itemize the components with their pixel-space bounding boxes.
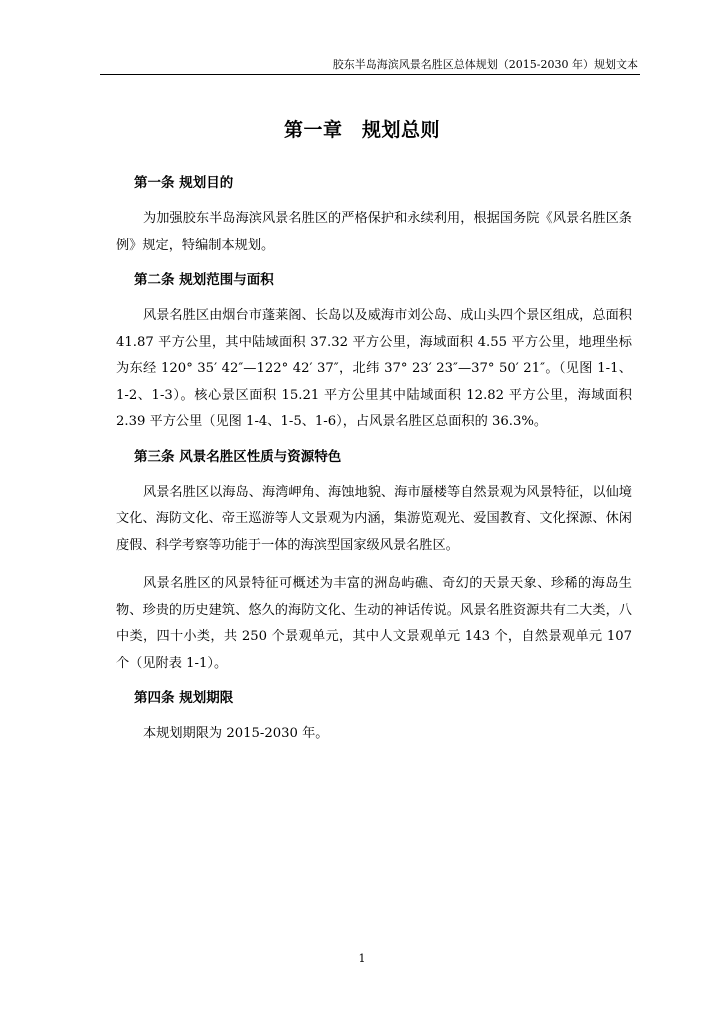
article-heading: 第二条 规划范围与面积 [134,272,274,288]
article-4 [116,689,632,748]
article-paragraph: 为加强胶东半岛海滨风景名胜区的严格保护和永续利用，根据国务院《风景名胜区条例》规定，特编制本规划。 [116,211,632,253]
article-2 [116,271,632,436]
article-heading: 第四条 规划期限 [134,690,234,706]
article-paragraph: 本规划期限为 2015-2030 年。 [143,726,329,741]
article-3 [116,448,632,678]
article-1 [116,174,632,259]
chapter-title: 第一章 规划总则 [283,119,440,141]
article-heading: 第三条 风景名胜区性质与资源特色 [134,448,342,465]
page-number: 1 [358,952,366,965]
article-paragraph: 风景名胜区的风景特征可概述为丰富的洲岛屿礁、奇幻的天景天象、珍稀的海岛生物、珍贵的历史建筑、悠久的海防文化、生动的神话传说。风景名胜资源共有二大类，八中类，四十小类，共 250 个景观单元，其中人文景观单元 143 个，自然景观单元 107 个（见附表 1-1）。 [116,576,632,671]
running-header: 胶东半岛海滨风景名胜区总体规划（2015-2030 年）规划文本 [332,58,638,71]
article-paragraph: 风景名胜区以海岛、海湾岬角、海蚀地貌、海市蜃楼等自然景观为风景特征，以仙境文化、海防文化、帝王巡游等人文景观为内涵，集游览观光、爱国教育、文化探源、休闲度假、科学考察等功能于一体的海滨型国家级风景名胜区。 [116,484,632,553]
header-rule [100,74,640,75]
article-heading: 第一条 规划目的 [134,175,234,191]
article-paragraph: 风景名胜区由烟台市蓬莱阁、长岛以及威海市刘公岛、成山头四个景区组成，总面积 41.87 平方公里，其中陆域面积 37.32 平方公里，海域面积 4.55 平方公里，地理坐标为东经 120° 35′ 42″—122° 42′ 37″，北纬 37° 23′ 23″—37° 50′ 21″。（见图 1-1、1-2、1-3）。核心景区面积 15.21 平方公里其中陆域面积 12.82 平方公里，海域面积 2.39 平方公里（见图 1-4、1-5、1-6），占风景名胜区总面积的 36.3%。 [116,308,632,429]
body-content [116,174,632,760]
